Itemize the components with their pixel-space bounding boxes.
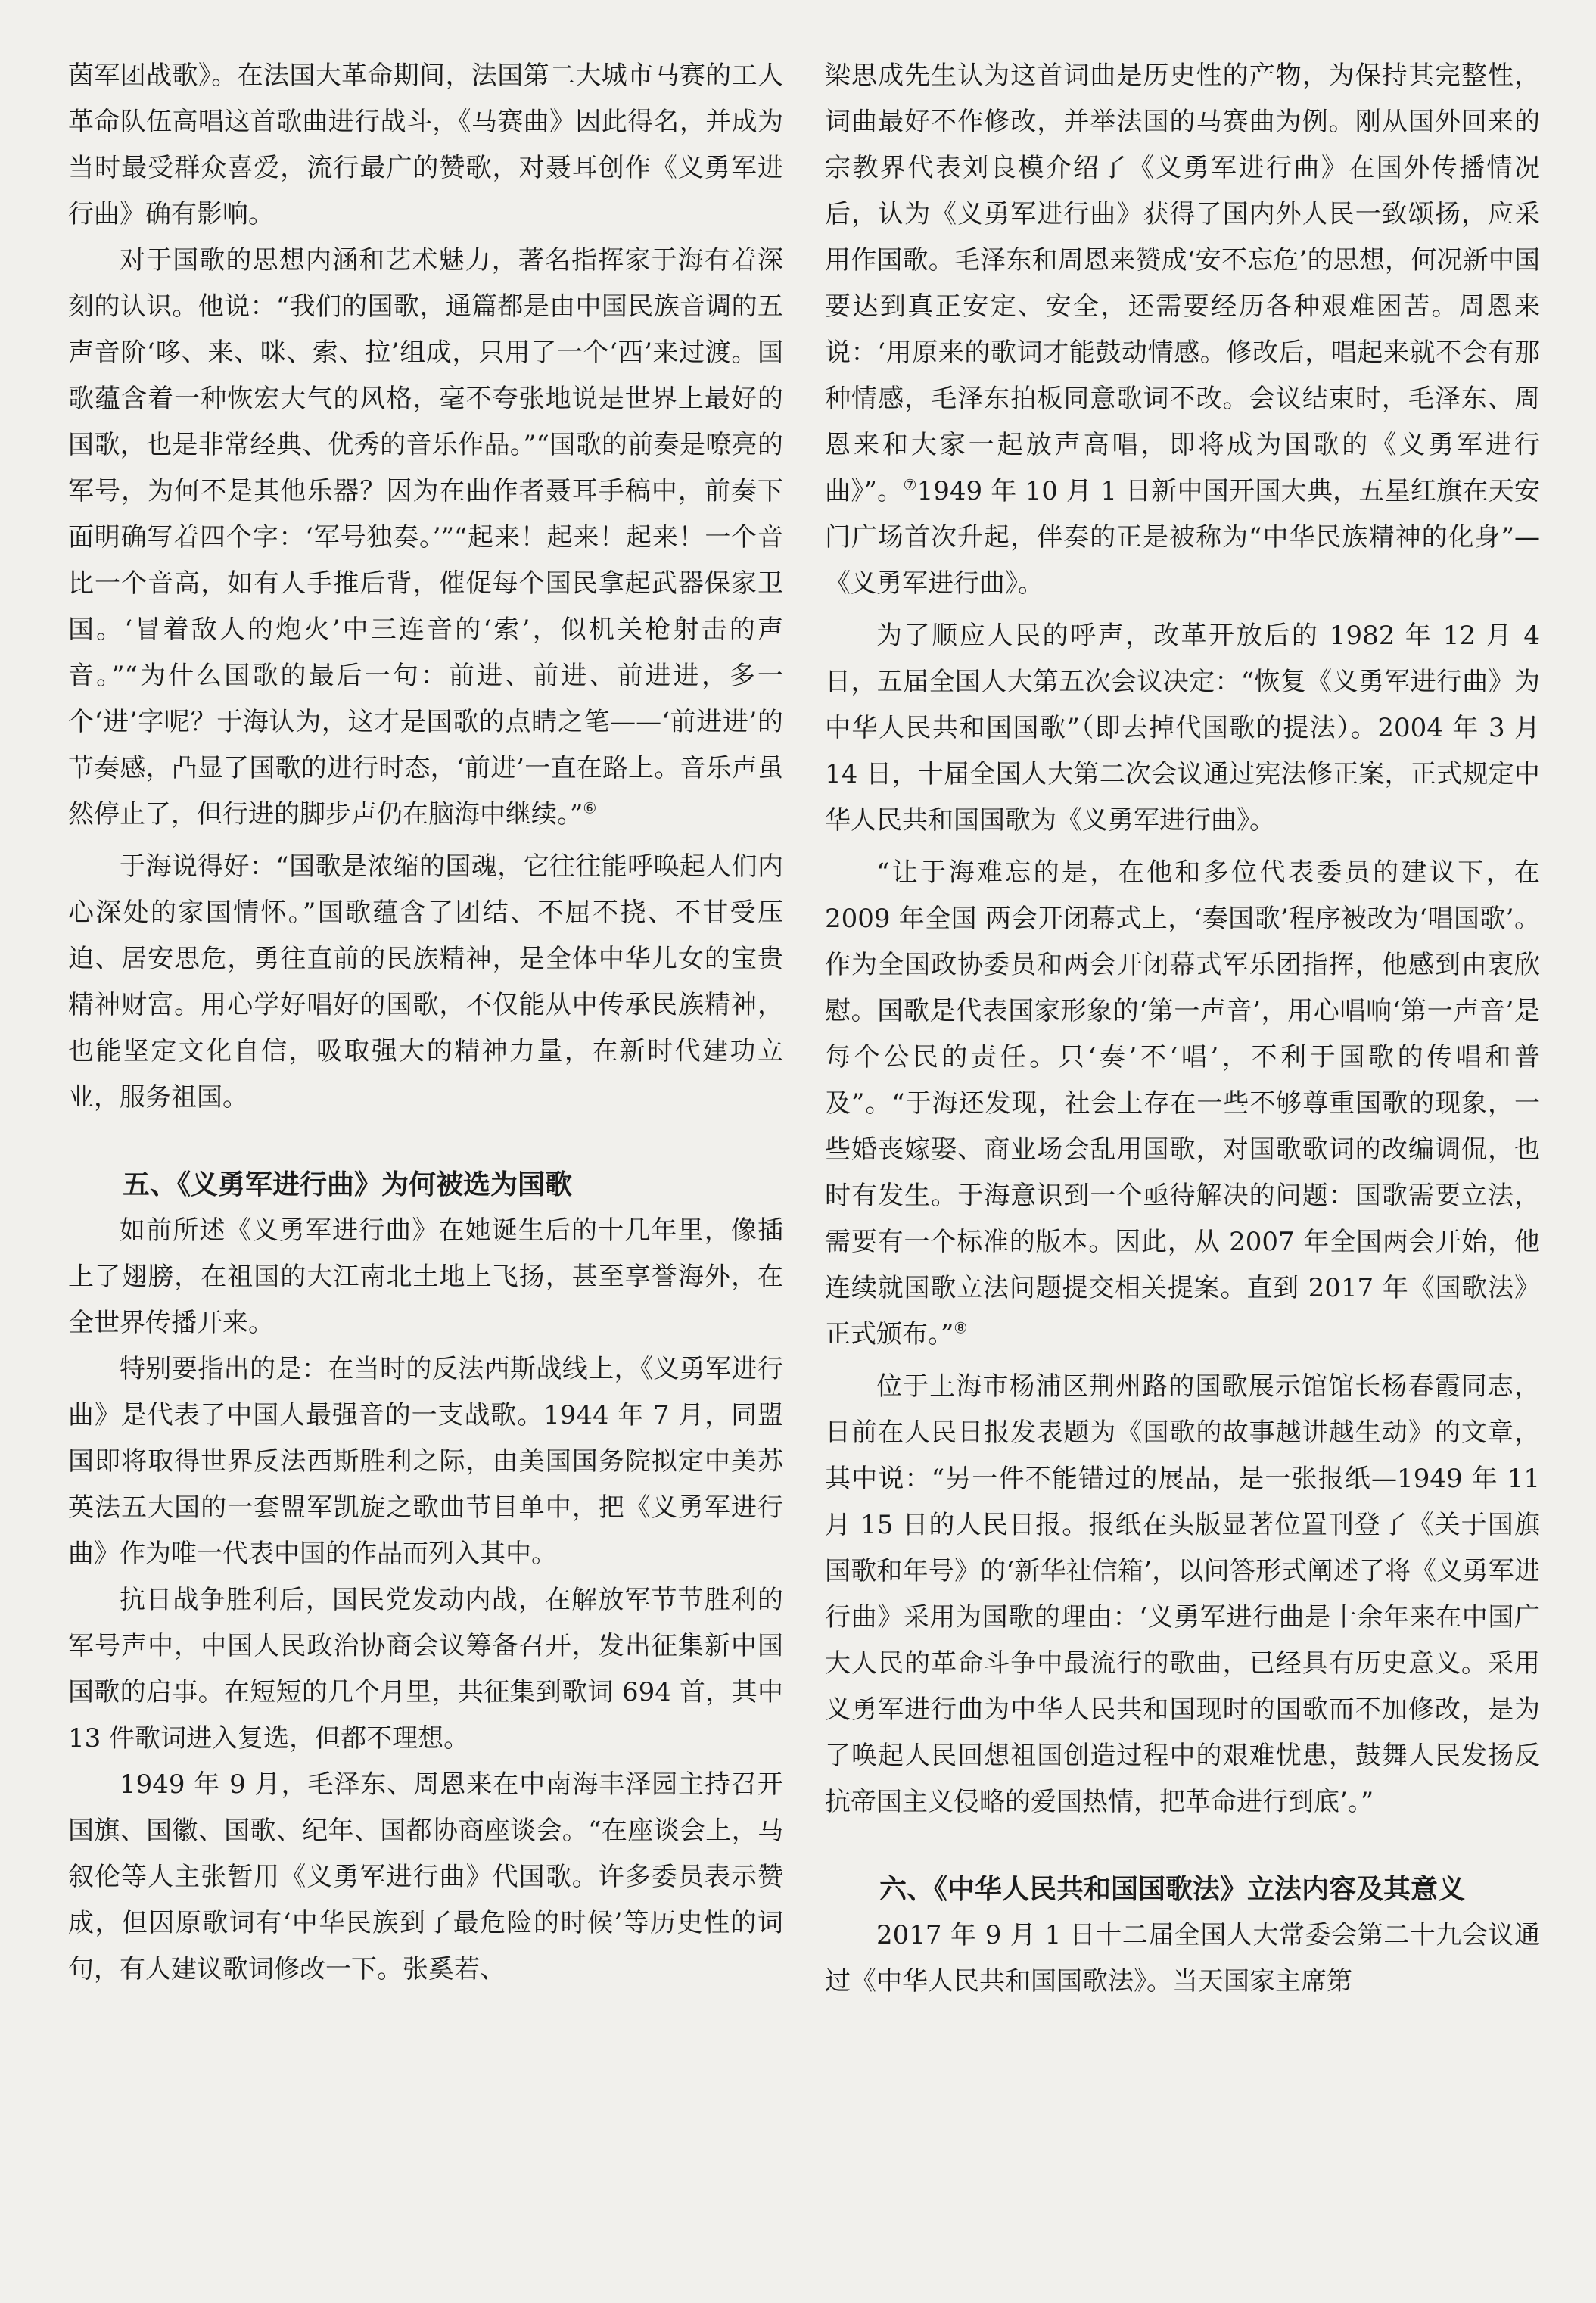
paragraph: 抗日战争胜利后，国民党发动内战，在解放军节节胜利的军号声中，中国人民政治协商会议筹备召开，发出征集新中国国歌的启事。在短短的几个月里，共征集到歌词 694 首，其中 13 件歌词进入复选，但都不理想。 xyxy=(68,1585,783,1754)
right-column xyxy=(825,53,1540,2005)
section-heading: 五、《义勇军进行曲》为何被选为国歌 xyxy=(123,1169,573,1200)
footnote-marker: ⑥ xyxy=(583,798,597,817)
left-column xyxy=(68,53,783,1993)
paragraph-text: 梁思成先生认为这首词曲是历史性的产物，为保持其完整性，词曲最好不作修改，并举法国的马赛曲为例。刚从国外回来的宗教界代表刘良模介绍了《义勇军进行曲》在国外传播情况后，认为《义勇军进行曲》获得了国内外人民一致颂扬，应采用作国歌。毛泽东和周恩来赞成‘安不忘危’的思想，何况新中国要达到真正安定、安全，还需要经历各种艰难困苦。周恩来说：‘用原来的歌词才能鼓动情感。修改后，唱起来就不会有那种情感，毛泽东拍板同意歌词不改。会议结束时，毛泽东、周恩来和大家一起放声高唱，即将成为国歌的《义勇军进行曲》”。 xyxy=(825,61,1540,506)
paragraph-text: 对于国歌的思想内涵和艺术魅力，著名指挥家于海有着深刻的认识。他说：“我们的国歌，通篇都是由中国民族音调的五声音阶‘哆、来、咪、索、拉’组成，只用了一个‘西’来过渡。国歌蕴含着一种恢宏大气的风格，毫不夸张地说是世界上最好的国歌，也是非常经典、优秀的音乐作品。”“国歌的前奏是嘹亮的军号，为何不是其他乐器？因为在曲作者聂耳手稿中，前奏下面明确写着四个字：‘军号独奏。’”“起来！起来！起来！一个音比一个音高，如有人手推后背，催促每个国民拿起武器保家卫国。‘冒着敌人的炮火’中三连音的‘索’，似机关枪射击的声音。”“为什么国歌的最后一句：前进、前进、前进进，多一个‘进’字呢？于海认为，这才是国歌的点睛之笔——‘前进进’的节奏感，凸显了国歌的进行时态，‘前进’一直在路上。音乐声虽然停止了，但行进的脚步声仍在脑海中继续。” xyxy=(68,245,783,829)
paragraph: 1949 年 9 月，毛泽东、周恩来在中南海丰泽园主持召开国旗、国徽、国歌、纪年、国都协商座谈会。“在座谈会上，马叙伦等人主张暂用《义勇军进行曲》代国歌。许多委员表示赞成，但因原歌词有‘中华民族到了最危险的时候’等历史性的词句，有人建议歌词修改一下。张奚若、 xyxy=(68,1769,783,1984)
paragraph: 于海说得好：“国歌是浓缩的国魂，它往往能呼唤起人们内心深处的家国情怀。”国歌蕴含了团结、不屈不挠、不甘受压迫、居安思危，勇往直前的民族精神，是全体中华儿女的宝贵精神财富。用心学好唱好的国歌，不仅能从中传承民族精神，也能坚定文化自信，吸取强大的精神力量，在新时代建功立业，服务祖国。 xyxy=(68,851,783,1113)
paragraph: 茵军团战歌》。在法国大革命期间，法国第二大城市马赛的工人革命队伍高唱这首歌曲进行战斗，《马赛曲》因此得名，并成为当时最受群众喜爱，流行最广的赞歌，对聂耳创作《义勇军进行曲》确有影响。 xyxy=(68,61,783,229)
footnote-marker: ⑧ xyxy=(954,1318,968,1337)
paragraph: 为了顺应人民的呼声，改革开放后的 1982 年 12 月 4 日，五届全国人大第五次会议决定：“恢复《义勇军进行曲》为中华人民共和国国歌”（即去掉代国歌的提法）。2004 年 3 月 14 日，十届全国人大第二次会议通过宪法修正案，正式规定中华人民共和国国歌为《义勇军进行曲》。 xyxy=(825,621,1540,836)
footnote-marker: ⑦ xyxy=(903,475,917,494)
paragraph: 特别要指出的是：在当时的反法西斯战线上，《义勇军进行曲》是代表了中国人最强音的一支战歌。1944 年 7 月，同盟国即将取得世界反法西斯胜利之际，由美国国务院拟定中美苏英法五大国的一套盟军凯旋之歌曲节目单中，把《义勇军进行曲》作为唯一代表中国的作品而列入其中。 xyxy=(68,1354,783,1569)
section-heading: 六、《中华人民共和国国歌法》立法内容及其意义 xyxy=(879,1874,1466,1905)
paragraph: 如前所述《义勇军进行曲》在她诞生后的十几年里，像插上了翅膀，在祖国的大江南北土地上飞扬，甚至享誉海外，在全世界传播开来。 xyxy=(68,1215,783,1338)
paragraph xyxy=(825,53,1540,607)
paragraph xyxy=(825,850,1540,1358)
paragraph xyxy=(68,238,783,838)
paragraph: 2017 年 9 月 1 日十二届全国人大常委会第二十九会议通过《中华人民共和国国歌法》。当天国家主席第 xyxy=(825,1920,1540,1996)
paragraph-text: “让于海难忘的是，在他和多位代表委员的建议下，在 2009 年全国 两会开闭幕式上，‘奏国歌’程序被改为‘唱国歌’。作为全国政协委员和两会开闭幕式军乐团指挥，他感到由衷欣慰。国歌是代表国家形象的‘第一声音’，用心唱响‘第一声音’是每个公民的责任。只‘奏’不‘唱’，不利于国歌的传唱和普及”。“于海还发现，社会上存在一些不够尊重国歌的现象，一些婚丧嫁娶、商业场会乱用国歌，对国歌歌词的改编调侃，也时有发生。于海意识到一个亟待解决的问题：国歌需要立法，需要有一个标准的版本。因此，从 2007 年全国两会开始，他连续就国歌立法问题提交相关提案。直到 2017 年《国歌法》正式颁布。” xyxy=(825,857,1540,1349)
paragraph-text: 1949 年 10 月 1 日新中国开国大典，五星红旗在天安门广场首次升起，伴奏的正是被称为“中华民族精神的化身”—《义勇军进行曲》。 xyxy=(825,476,1540,599)
paragraph: 位于上海市杨浦区荆州路的国歌展示馆馆长杨春霞同志，日前在人民日报发表题为《国歌的故事越讲越生动》的文章，其中说：“另一件不能错过的展品，是一张报纸—1949 年 11 月 15 日的人民日报。报纸在头版显著位置刊登了《关于国旗国歌和年号》的‘新华社信箱’，以问答形式阐述了将《义勇军进行曲》采用为国歌的理由：‘义勇军进行曲是十余年来在中国广大人民的革命斗争中最流行的歌曲，已经具有历史意义。采用义勇军进行曲为中华人民共和国现时的国歌而不加修改，是为了唤起人民回想祖国创造过程中的艰难忧患，鼓舞人民发扬反抗帝国主义侵略的爱国热情，把革命进行到底’。” xyxy=(825,1371,1540,1817)
